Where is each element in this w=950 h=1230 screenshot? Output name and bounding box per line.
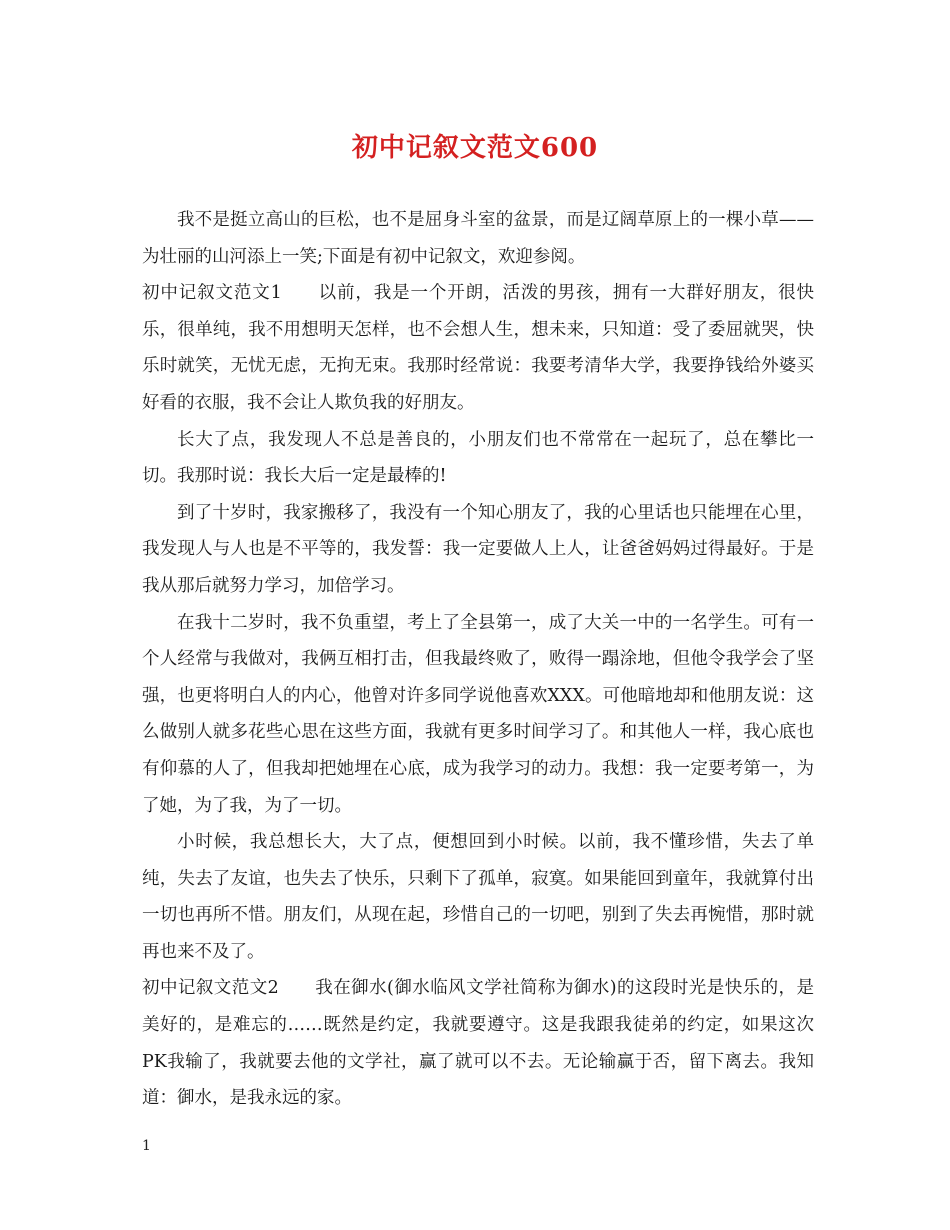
section-1-paragraph-1-text: 以前，我是一个开朗，活泼的男孩，拥有一大群好朋友，很快乐，很单纯，我不用想明天怎样，也不会想人生，想未来，只知道：受了委屈就哭，快乐时就笑，无忧无虑，无拘无束。我那时经常说：我要考清华大学，我要挣钱给外婆买好看的衣服，我不会让人欺负我的好朋友。 [142, 283, 814, 413]
section-2-label: 初中记叙文范文2 [142, 978, 279, 999]
section-1-paragraph-2: 长大了点，我发现人不总是善良的，小朋友们也不常常在一起玩了，总在攀比一切。我那时说：我长大后一定是最棒的! [142, 429, 814, 487]
section-2-paragraph-1-text: 我在御水(御水临风文学社简称为御水)的这段时光是快乐的，是美好的，是难忘的……既然是约定，我就要遵守。这是我跟我徒弟的约定，如果这次PK我输了，我就要去他的文学社，赢了就可以不去。无论输赢于否，留下离去。我知道：御水，是我永远的家。 [142, 978, 815, 1109]
section-1-label: 初中记叙文范文1 [142, 283, 282, 304]
document-title: 初中记叙文范文600 [351, 133, 599, 163]
section-1-paragraph-3: 到了十岁时，我家搬移了，我没有一个知心朋友了，我的心里话也只能埋在心里，我发现人与人也是不平等的，我发誓：我一定要做人上人，让爸爸妈妈过得最好。于是我从那后就努力学习，加倍学习。 [142, 502, 814, 596]
page-number: 1 [142, 1138, 151, 1154]
section-2-first-paragraph [142, 970, 814, 1116]
section-1-paragraph-5: 小时候，我总想长大，大了点，便想回到小时候。以前，我不懂珍惜，失去了单纯，失去了友谊，也失去了快乐，只剩下了孤单，寂寞。如果能回到童年，我就算付出一切也再所不惜。朋友们，从现在起，珍惜自己的一切吧，别到了失去再惋惜，那时就再也来不及了。 [142, 832, 814, 962]
document-body [142, 202, 814, 1117]
section-1-first-paragraph [142, 275, 814, 421]
intro-paragraph: 我不是挺立高山的巨松，也不是屈身斗室的盆景，而是辽阔草原上的一棵小草——为壮丽的山河添上一笑;下面是有初中记叙文，欢迎参阅。 [142, 210, 814, 267]
section-1-paragraph-4: 在我十二岁时，我不负重望，考上了全县第一，成了大关一中的一名学生。可有一个人经常与我做对，我俩互相打击，但我最终败了，败得一蹋涂地，但他令我学会了坚强，也更将明白人的内心，他曾对许多同学说他喜欢XXX。可他暗地却和他朋友说：这么做别人就多花些心思在这些方面，我就有更多时间学习了。和其他人一样，我心底也有仰慕的人了，但我却把她埋在心底，成为我学习的动力。我想：我一定要考第一，为了她，为了我，为了一切。 [142, 612, 814, 816]
